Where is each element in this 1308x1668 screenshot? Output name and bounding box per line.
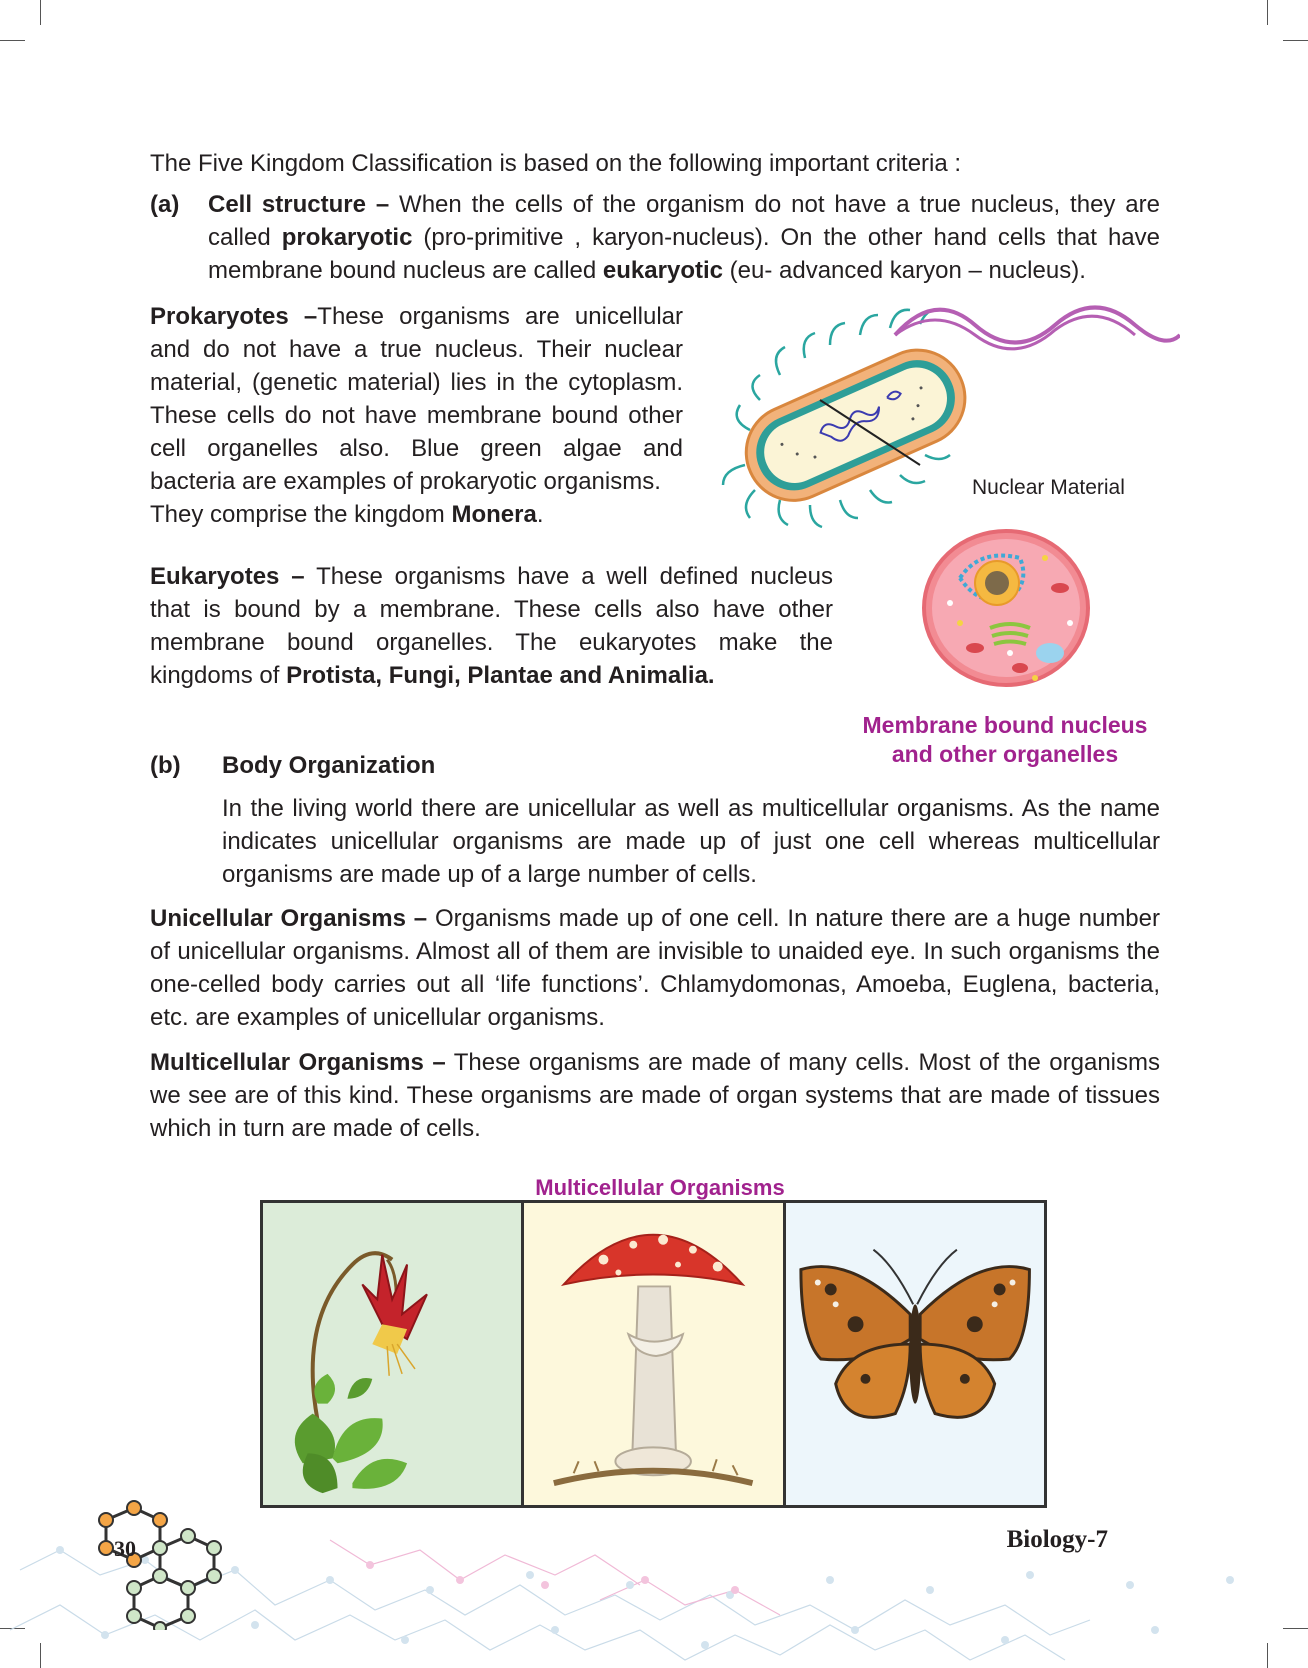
multicellular-body: These organisms are made of many cells. Most of the organisms we see are of this kind. These organisms are made of organ systems that are made of tissues which in turn are made of cells. [150, 1049, 1160, 1142]
unicellular-body: Organisms made up of one cell. In nature there are a huge number of unicellular organisms. Almost all of them are invisible to unaided eye. In such organisms the one-celled body carries out all ‘life functions’. Chlamydomonas, Amoeba, Euglena, bacteria, etc. are examples of unicellular organisms. [150, 905, 1160, 1031]
multicellular-heading: Multicellular Organisms – [150, 1049, 446, 1076]
crop-mark [1283, 40, 1308, 41]
page-number: 30 [114, 1536, 136, 1561]
prokaryotes-heading: Prokaryotes – [150, 303, 318, 330]
unicellular-paragraph [150, 902, 1160, 1034]
criterion-b-body: In the living world there are unicellular as well as multicellular organisms. As the name indicates unicellular organisms are made up of just one cell whereas multicellular organisms are made up of a large number of cells. [222, 795, 1160, 888]
monera-term: Monera [451, 501, 537, 528]
nuclear-material-label: Nuclear Material [972, 476, 1125, 499]
book-title: Biology-7 [1006, 1526, 1108, 1553]
criterion-a-marker: (a) [150, 191, 180, 218]
crop-mark [1267, 0, 1268, 25]
prokaryotes-body: These organisms are unicellular and do not have a true nucleus. Their nuclear material, (genetic material) lies in the cytoplasm. These cells do not have membrane bound other cell organelles also. Blue green algae and bacteria are examples of prokaryotic organisms. [150, 303, 683, 495]
mushroom-image [524, 1203, 782, 1505]
eukaryotic-term: eukaryotic [602, 257, 723, 284]
prokaryotes-last-line [150, 498, 683, 531]
cell-caption [840, 711, 1170, 769]
prokaryotes-last-pre: They comprise the kingdom [150, 501, 452, 528]
eukaryotes-body: These organisms have a well defined nucleus that is bound by a membrane. These cells also have other membrane bound organelles. The eukaryotes make the kingdoms of [150, 563, 833, 689]
organism-gallery [260, 1200, 1047, 1508]
crop-mark [0, 40, 25, 41]
butterfly-image [786, 1203, 1044, 1505]
criterion-a-t2: (pro-primitive , karyon-nucleus). On the other hand cells that have membrane bound nucleus are called [208, 224, 1160, 284]
columbine-flower-image [263, 1203, 521, 1505]
hexagon-decoration [88, 1500, 238, 1630]
mushroom-panel [521, 1203, 782, 1505]
crop-mark [40, 0, 41, 25]
cell-caption-line2: and other organelles [891, 741, 1119, 767]
criterion-a-t3: (eu- advanced karyon – nucleus). [722, 257, 1086, 284]
criterion-b-heading: Body Organization [222, 752, 436, 779]
butterfly-panel [783, 1203, 1044, 1505]
criterion-a-text [208, 188, 1160, 287]
gallery-caption: Multicellular Organisms [535, 1175, 785, 1200]
intro-sentence: The Five Kingdom Classification is based on the following important criteria : [150, 150, 962, 177]
prokaryotes-last-post: . [536, 501, 544, 528]
eukaryote-kingdoms: Protista, Fungi, Plantae and Animalia. [286, 662, 715, 689]
eukaryotes-heading: Eukaryotes – [150, 563, 305, 590]
flower-panel [263, 1203, 521, 1505]
criterion-a-t1: When the cells of the organism do not have a true nucleus, they are called [208, 191, 1160, 251]
prokaryotic-term: prokaryotic [281, 224, 413, 251]
unicellular-heading: Unicellular Organisms – [150, 905, 428, 932]
multicellular-paragraph [150, 1046, 1160, 1145]
criterion-b-marker: (b) [150, 752, 181, 779]
criterion-a-heading: Cell structure – [208, 191, 390, 218]
eukaryotic-cell-illustration [920, 528, 1092, 688]
eukaryotes-paragraph [150, 560, 833, 692]
cell-caption-line1: Membrane bound nucleus [862, 712, 1148, 738]
prokaryotes-paragraph [150, 300, 683, 498]
